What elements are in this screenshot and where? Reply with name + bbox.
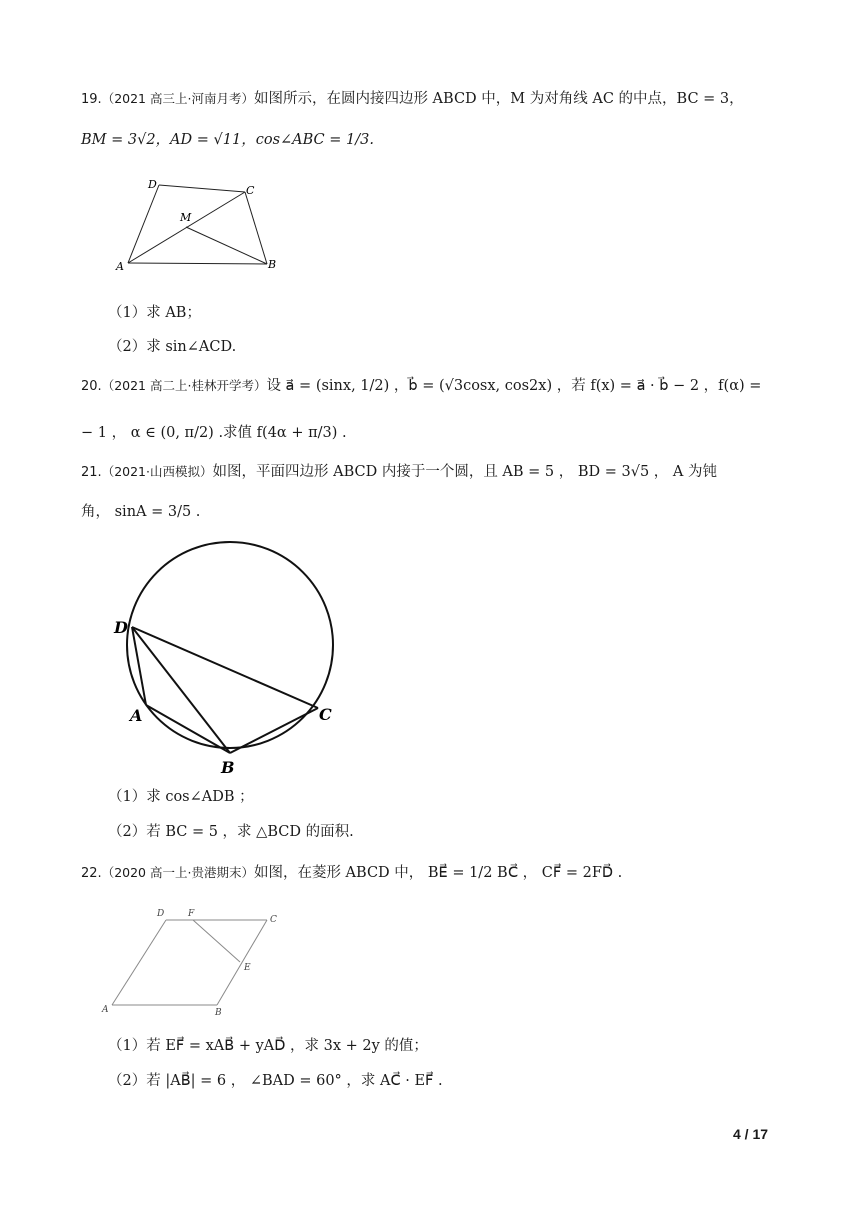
q19-part1: （1）求 AB； xyxy=(108,305,201,321)
q21-line1 xyxy=(81,462,717,483)
q22-line1 xyxy=(81,863,622,884)
q21-label-c: C xyxy=(319,705,332,724)
q22-label-d: D xyxy=(157,909,165,919)
q22-part2: （2）若 |AB⃗| = 6 ， ∠BAD = 60° ，求 AC⃗ · EF⃗ . xyxy=(108,1073,443,1089)
q22-label-e: E xyxy=(244,963,251,973)
q21-side-ab xyxy=(146,705,230,753)
q20-line1 xyxy=(81,376,761,397)
q19-label-b: B xyxy=(268,258,277,271)
q21-label-b: B xyxy=(221,758,235,777)
q19-side-cb xyxy=(245,192,267,264)
q22-text1: 如图，在菱形 ABCD 中， BE⃗ = 1/2 BC⃗ ， CF⃗ = 2FD⃗ . xyxy=(253,865,623,881)
q22-rhombus-figure xyxy=(95,900,290,1020)
q19-side-ad xyxy=(128,185,159,263)
page-number: 4 / 17 xyxy=(733,1126,769,1142)
q22-part1: （1）若 EF⃗ = xAB⃗ + yAD⃗ ，求 3x + 2y 的值； xyxy=(108,1038,428,1054)
q20-line2 xyxy=(81,423,347,443)
q22-label-b: B xyxy=(215,1008,222,1018)
q19-source: （2021 高三上·河南月考） xyxy=(101,91,254,106)
q19-quadrilateral-figure xyxy=(110,170,290,280)
q22-label-f: F xyxy=(188,909,195,919)
q22-segment-fe xyxy=(193,920,240,962)
q20-source: （2021 高二上·桂林开学考） xyxy=(101,378,267,393)
q22-label-a: A xyxy=(102,1005,109,1015)
q19-label-d: D xyxy=(148,178,157,191)
q22-number: 22. xyxy=(81,866,102,881)
q19-line2 xyxy=(81,130,374,150)
q21-side-bc xyxy=(230,708,318,753)
q21-line2 xyxy=(81,502,200,522)
q19-text1: 如图所示，在圆内接四边形 ABCD 中，M 为对角线 AC 的中点，BC = 3， xyxy=(253,91,744,107)
q19-segment-bm xyxy=(186,227,267,264)
q21-source: （2021·山西模拟） xyxy=(101,464,213,479)
q20-text1: 设 a⃗ = (sinx, 1/2) ，b⃗ = (√3cosx, cos2x) ，若 f(x) = a⃗ · b⃗ − 2 ，f(α) = xyxy=(266,378,762,394)
q19-label-m: M xyxy=(180,211,192,224)
q21-label-d: D xyxy=(114,618,128,637)
q21-diagonal-dc xyxy=(132,627,318,708)
q19-line1 xyxy=(81,89,744,110)
q20-text2: − 1 ， α ∈ (0, π/2) .求值 f(4α + π/3) . xyxy=(81,425,347,441)
q22-label-c: C xyxy=(270,915,277,925)
q21-text2: 角， sinA = 3/5 . xyxy=(81,504,201,520)
q21-text1: 如图，平面四边形 ABCD 内接于一个圆，且 AB = 5 ， BD = 3√5 ， A 为钝 xyxy=(212,464,718,480)
q21-number: 21. xyxy=(81,465,102,480)
q19-label-a: A xyxy=(116,260,124,273)
q22-side-da xyxy=(112,920,166,1005)
q19-text2: BM = 3√2，AD = √11，cos∠ABC = 1/3. xyxy=(81,132,374,148)
q21-diagonal-db xyxy=(132,627,230,753)
q22-source: （2020 高一上·贵港期末） xyxy=(101,865,254,880)
q21-label-a: A xyxy=(130,706,143,725)
q19-side-ab xyxy=(128,263,267,264)
q19-part2: （2）求 sin∠ACD. xyxy=(108,339,237,355)
q19-number: 19. xyxy=(81,92,102,107)
q20-number: 20. xyxy=(81,379,102,394)
q19-side-dc xyxy=(159,185,245,192)
q21-part2: （2）若 BC = 5 ，求 △BCD 的面积. xyxy=(108,824,354,840)
q21-part1: （1）求 cos∠ADB ； xyxy=(108,789,254,805)
q19-label-c: C xyxy=(246,184,255,197)
q21-circle-figure xyxy=(100,535,360,780)
q22-side-bc xyxy=(217,920,267,1005)
